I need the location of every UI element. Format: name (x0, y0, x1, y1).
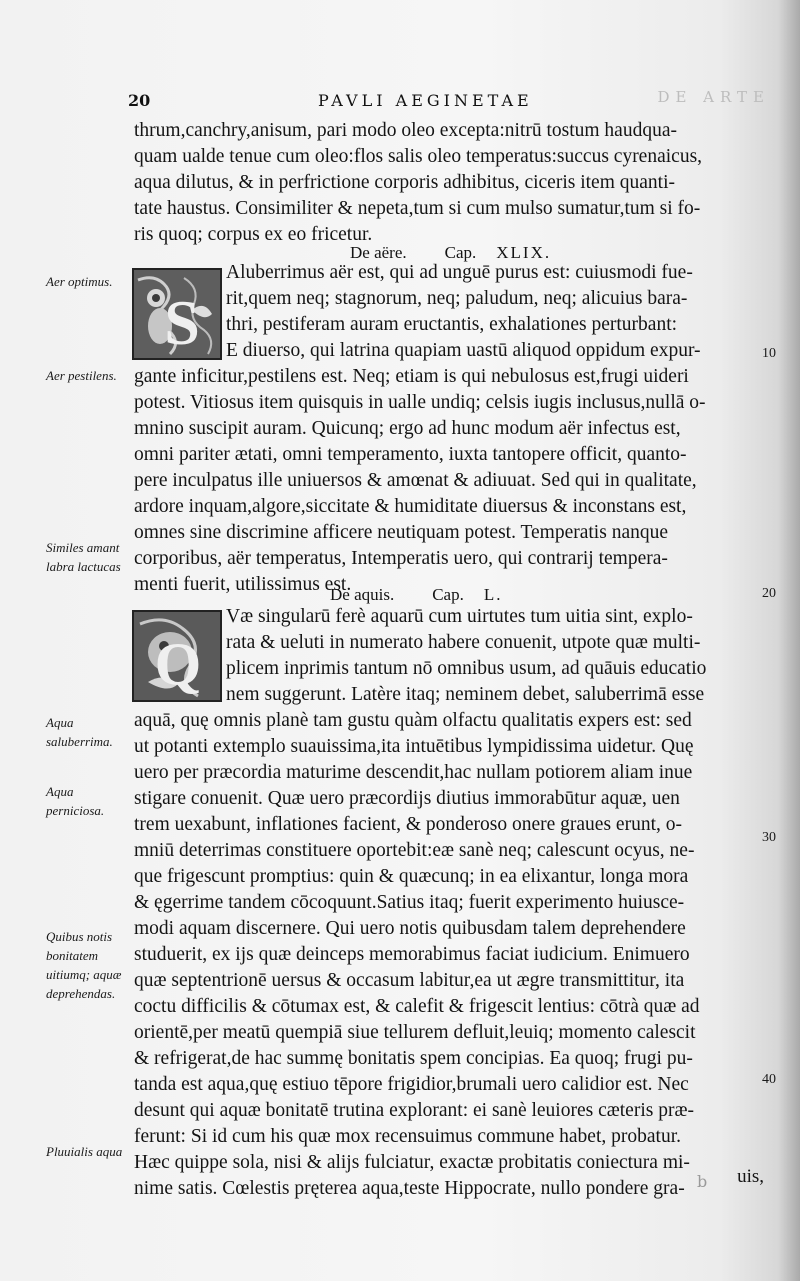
line-number: 20 (762, 586, 776, 601)
chapter-title: De aëre. (350, 243, 407, 262)
text-line: ut potanti extemplo suauissima,ita intuētibus lympidissima uidetur. Quę (134, 736, 694, 757)
text-line: Væ singularū ferè aquarū cum uirtutes tum uitia sint, explo- (226, 606, 693, 627)
margin-note-quibus-notis: Quibus notis bonitatem uitiumq; aquæ deprehendas. (46, 929, 122, 1001)
initial-letter: S (164, 287, 200, 358)
initial-ornament-icon (134, 612, 220, 700)
text-line: aqua dilutus, & in perfrictione corporis adhibitus, ciceris item quanti- (134, 172, 675, 193)
chapter-heading-50 (330, 585, 503, 605)
text-line: mnino suscipit auram. Quicunq; ergo ad hunc modum aër infectus est, (134, 418, 681, 439)
catchword: uis, (737, 1166, 764, 1187)
chapter-number: L. (483, 585, 503, 604)
text-line: tate haustus. Consimiliter & nepeta,tum si cum mulso sumatur,tum si fo- (134, 198, 701, 219)
text-line: ferunt: Si id cum his quæ mox recensuimus commune habet, probatur. (134, 1126, 681, 1147)
chapter-cap-label: Cap. (432, 585, 464, 604)
chapter-heading-49 (350, 243, 551, 263)
running-head: PAVLI AEGINETAE (318, 91, 533, 110)
text-line: quam ualde tenue cum oleo:flos salis oleo temperatus:succus cyrenaicus, (134, 146, 703, 167)
folio-number: 20 (128, 91, 151, 110)
chapter-cap-label: Cap. (444, 243, 477, 262)
text-line: E diuerso, qui latrina quapiam uastū aliquod oppidum expur- (226, 340, 701, 361)
chapter-number: XLIX. (496, 243, 552, 262)
margin-note-pluuialis: Pluuialis aqua (46, 1144, 123, 1159)
initial-ornament-icon (134, 270, 220, 358)
text-line: nime satis. Cœlestis pręterea aqua,teste Hippocrate, nullo pondere gra- (134, 1178, 685, 1199)
initial-letter: Q (154, 631, 202, 697)
text-line: Aluberrimus aër est, qui ad unguē purus est: cuiusmodi fue- (226, 262, 693, 283)
text-line: omni pariter ætati, omni temperamento, iuxta tantopere officit, quanto- (134, 444, 687, 465)
text-line: trem uexabunt, inflationes facient, & ponderoso onere graues erunt, o- (134, 814, 682, 835)
text-line: plicem inprimis tantum nō omnibus usum, ad quāuis educatio (226, 658, 707, 679)
text-line: gante inficitur,pestilens est. Neq; etiam is qui nebulosus est,frugi uideri (134, 366, 689, 387)
margin-note-aqua-perniciosa: Aqua perniciosa. (46, 784, 105, 818)
margin-note-similes: Similes amant labra lactucas (46, 540, 121, 574)
text-line: orientē,per meatū quempiā siue tellurem defluit,leuiq; momento calescit (134, 1022, 696, 1043)
signature-mark: b (697, 1172, 708, 1191)
text-line: aquā, quę omnis planè tam gustu quàm olfactu qualitatis expers est: sed (134, 710, 692, 731)
text-line: nem suggerunt. Latère itaq; neminem debet, saluberrimā esse (226, 684, 705, 705)
text-line: thrum,canchry,anisum, pari modo oleo excepta:nitrū tostum haudqua- (134, 120, 677, 141)
text-line: rata & ueluti in numerato habere conuenit, utpote quæ multi- (226, 632, 701, 653)
text-line: & ęgerrime tandem cōcoquunt.Satius itaq; fuerit experimento huiusce- (134, 892, 685, 913)
margin-note-aer-optimus: Aer optimus. (46, 274, 113, 289)
text-line: quæ septentrionē uersus & occasum labitur,ea ut ægre transmittitur, ita (134, 970, 685, 991)
line-number: 40 (762, 1072, 776, 1087)
chapter-title: De aquis. (330, 585, 395, 604)
line-number: 10 (762, 346, 776, 361)
margin-note-aqua-saluberrima: Aqua saluberrima. (46, 715, 113, 749)
margin-note-aer-pestilens: Aer pestilens. (46, 368, 117, 383)
page-edge-shadow (778, 0, 800, 1281)
line-number: 30 (762, 830, 776, 845)
text-line: stigare conuenit. Quæ uero præcordijs diutius immorabūtur aquæ, uen (134, 788, 680, 809)
page-header (128, 91, 748, 117)
text-line: pere inculpatus ille uniuersos & amœnat & adiuuat. Sed qui in qualitate, (134, 470, 697, 491)
text-line: mniū deterrimas constituere oportebit:eæ sanè neq; calescunt ocyus, ne- (134, 840, 695, 861)
text-line: corporibus, aër temperatus, Intemperatis uero, qui contrarij tempera- (134, 548, 668, 569)
text-line: menti fuerit, utilissimus est. (134, 574, 352, 595)
text-line: potest. Vitiosus item quisquis in ualle undiq; celsis iugis inclusus,nullā o- (134, 392, 706, 413)
text-line: coctu difficilis & cōtumax est, & calefit & frigescit lentius: cōtrà quæ ad (134, 996, 700, 1017)
text-line: omnes sine discrimine afficere neutiquam potest. Temperatis nanque (134, 522, 669, 543)
text-line: Hæc quippe sola, nisi & alijs fulciatur, exactæ probitatis coniectura mi- (134, 1152, 690, 1173)
text-line: ris quoq; corpus ex eo fricetur. (134, 224, 373, 245)
text-line: & refrigerat,de hac summę bonitatis spem concipias. Ea quoq; frugi pu- (134, 1048, 693, 1069)
decorated-initial-s (132, 268, 222, 360)
text-line: que frigescunt promptius: quin & quæcunq; in ea elixantur, longa mora (134, 866, 689, 887)
text-line: ardore inquam,algore,siccitate & humiditate diuersus & inconstans est, (134, 496, 687, 517)
text-line: uero per præcordia maturime descendit,hac nullam potiorem aliam inue (134, 762, 693, 783)
decorated-initial-q (132, 610, 222, 702)
text-line: desunt qui aquæ bonitatē trutina explorant: ei sanè leuiores cæteris præ- (134, 1100, 694, 1121)
text-line: studuerit, ex ijs quæ deinceps memorabimus faciat iudicium. Enimuero (134, 944, 690, 965)
text-line: modi aquam discernere. Qui uero notis quibusdam talem deprehendere (134, 918, 686, 939)
bleed-through-text: DE ARTE (657, 88, 770, 106)
text-line: tanda est aqua,quę estiuo tēpore frigidior,brumali uero calidior est. Nec (134, 1074, 689, 1095)
text-line: rit,quem neq; stagnorum, neq; paludum, neq; alicuius bara- (226, 288, 688, 309)
text-line: thri, pestiferam auram eructantis, exhalationes perturbant: (226, 314, 678, 335)
